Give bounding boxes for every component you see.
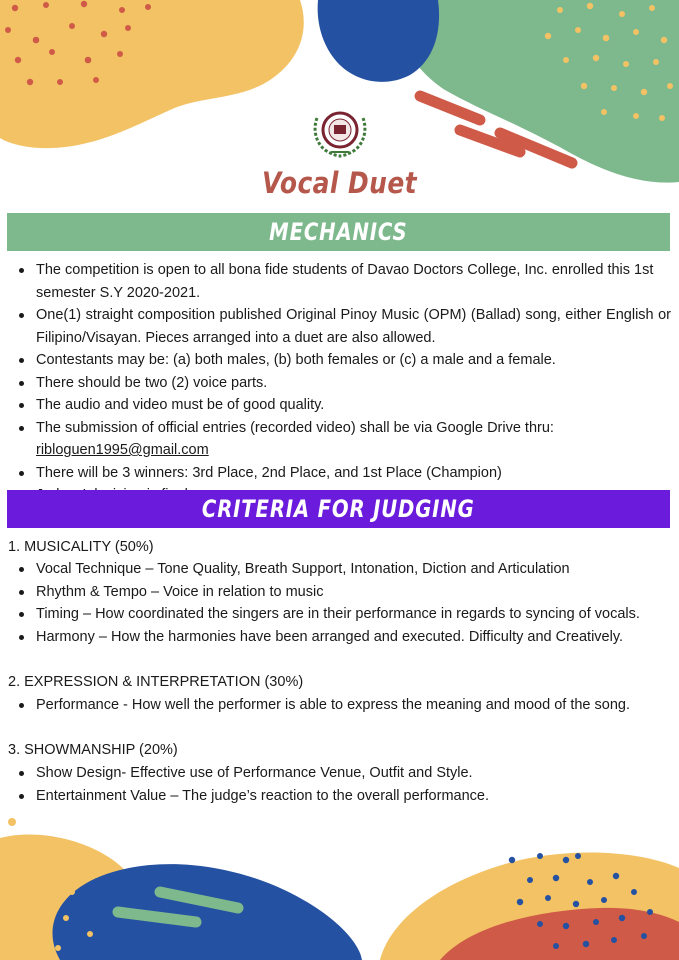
submission-text: The submission of official entries (recorded video) shall be via Google Drive thru: — [36, 419, 554, 436]
yellow-blob — [0, 0, 304, 148]
expression-list — [10, 694, 671, 717]
bottom-decoration — [0, 800, 679, 960]
section-title-showmanship: 3. SHOWMANSHIP (20%) — [8, 742, 178, 758]
mechanics-heading: MECHANICS — [269, 218, 408, 246]
school-seal-icon — [309, 104, 371, 158]
list-item: Contestants may be: (a) both males, (b) both females or (c) a male and a female. — [10, 349, 671, 372]
criteria-banner — [7, 490, 670, 528]
submission-email-link[interactable]: ribloguen1995@gmail.com — [36, 442, 209, 458]
list-item: There should be two (2) voice parts. — [10, 372, 671, 395]
list-item: The competition is open to all bona fide students of Davao Doctors College, Inc. enrolled this 1st semester S.Y 2020-2021. — [10, 259, 671, 304]
list-item: Show Design- Effective use of Performance Venue, Outfit and Style. — [10, 762, 671, 785]
list-item: The audio and video must be of good quality. — [10, 394, 671, 417]
mechanics-banner — [7, 213, 670, 251]
mechanics-list — [10, 259, 671, 507]
blue-blob-bottom — [53, 864, 363, 960]
musicality-list — [10, 558, 671, 648]
list-item-submission — [10, 417, 671, 462]
blue-blob — [318, 0, 439, 82]
list-item: There will be 3 winners: 3rd Place, 2nd Place, and 1st Place (Champion) — [10, 462, 671, 485]
list-item: Harmony – How the harmonies have been arranged and executed. Difficulty and Creatively. — [10, 626, 671, 649]
section-title-musicality: 1. MUSICALITY (50%) — [8, 539, 154, 555]
criteria-heading: CRITERIA FOR JUDGING — [202, 495, 475, 523]
list-item: Performance - How well the performer is able to express the meaning and mood of the song. — [10, 694, 671, 717]
page-title: Vocal Duet — [261, 166, 418, 200]
list-item: One(1) straight composition published Original Pinoy Music (OPM) (Ballad) song, either English or Filipino/Visayan. Pieces arranged into a duet are also allowed. — [10, 304, 671, 349]
list-item: Timing – How coordinated the singers are in their performance in regards to syncing of vocals. — [10, 603, 671, 626]
list-item: Rhythm & Tempo – Voice in relation to music — [10, 581, 671, 604]
section-title-expression: 2. EXPRESSION & INTERPRETATION (30%) — [8, 674, 304, 690]
list-item: Vocal Technique – Tone Quality, Breath Support, Intonation, Diction and Articulation — [10, 558, 671, 581]
list-item: Entertainment Value – The judge’s reaction to the overall performance. — [10, 785, 671, 808]
